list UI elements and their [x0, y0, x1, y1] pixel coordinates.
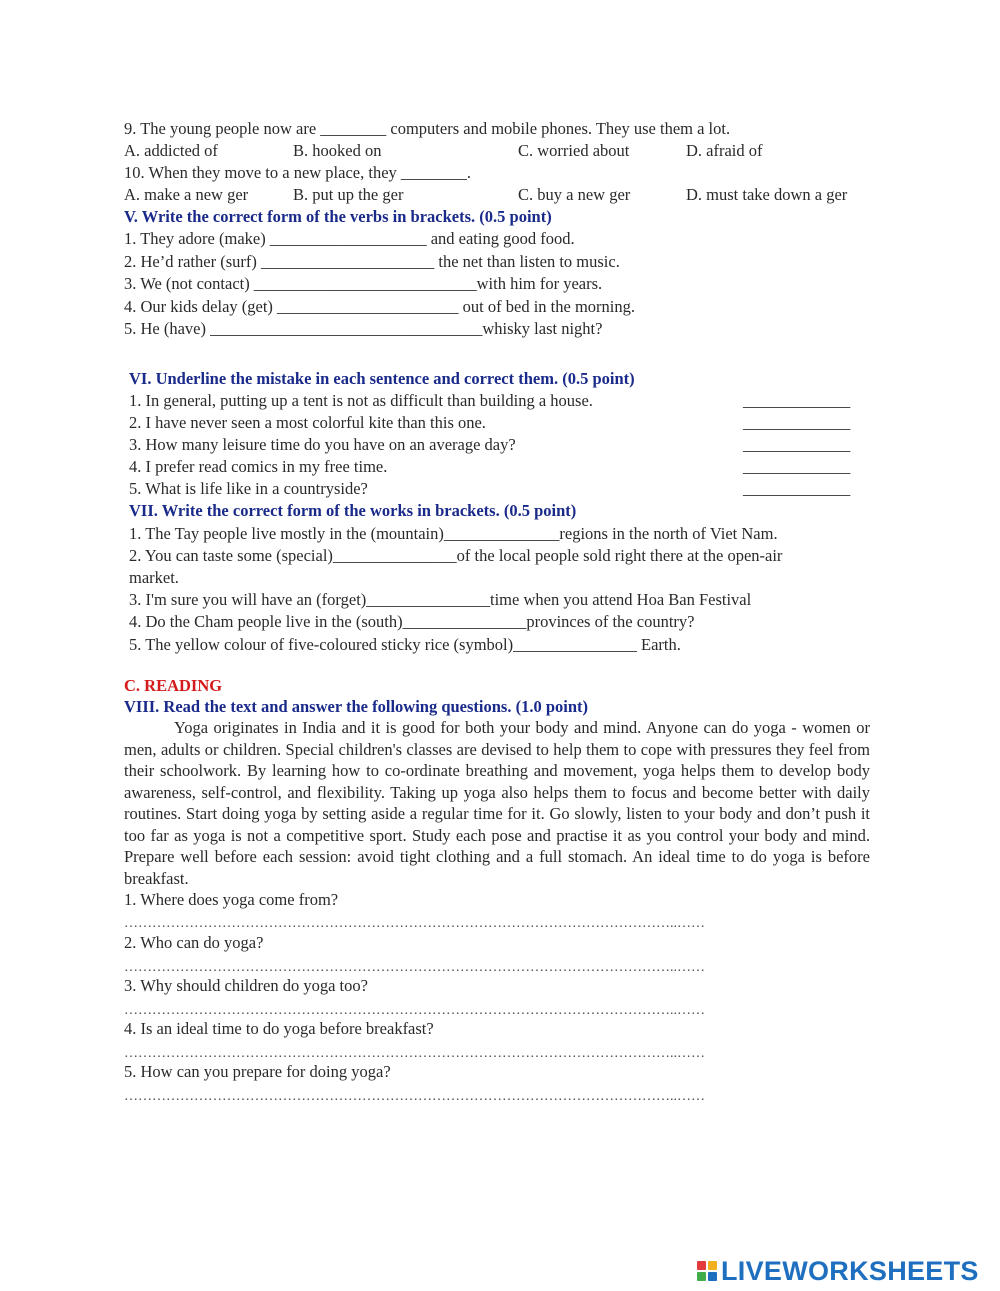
section-7-item[interactable]: 5. The yellow colour of five-coloured sticky rice (symbol)_______________ Earth. [129, 635, 681, 654]
section-6-answer-blank[interactable]: _____________ [743, 479, 851, 498]
section-7-item[interactable]: 2. You can taste some (special)_______________of the local people sold right there at the open-air [129, 546, 783, 565]
question-10-stem: 10. When they move to a new place, they ________. [124, 163, 472, 182]
reading-question: 1. Where does yoga come from? [124, 890, 339, 909]
reading-question: 3. Why should children do yoga too? [124, 976, 368, 995]
section-7-heading: VII. Write the correct form of the works in brackets. (0.5 point) [129, 501, 577, 520]
section-6-answer-blank[interactable]: _____________ [743, 413, 851, 432]
section-5-heading: V. Write the correct form of the verbs in brackets. (0.5 point) [124, 207, 552, 226]
reading-passage [124, 717, 870, 889]
liveworksheets-logo-text: LIVEWORKSHEETS [721, 1255, 979, 1286]
section-7-item-continuation: market. [129, 568, 179, 587]
section-5-item[interactable]: 5. He (have) _________________________________whisky last night? [124, 319, 603, 338]
liveworksheets-logo-icon [697, 1261, 717, 1281]
reading-passage-text: Yoga originates in India and it is good for both your body and mind. Anyone can do yoga - women or men, adults or children. Special children's classes are devised to help them to cope with pressures they feel from their schoolwork. By learning how to co-ordinate breathing and movement, yoga helps them to develop body awareness, self-control, and flexibility. Taking up yoga also helps them to focus and become better with daily routines. Start doing yoga by setting aside a regular time for it. Go slowly, listen to your body and don’t push it too far as yoga is not a competitive sport. Study each pose and practise it as you control your body and mind. Prepare well before each session: avoid tight clothing and a full stomach. An ideal time to do yoga is before breakfast. [124, 718, 870, 888]
section-8-heading: VIII. Read the text and answer the following questions. (1.0 point) [124, 697, 589, 716]
section-6-answer-blank[interactable]: _____________ [743, 457, 851, 476]
section-6-item: 2. I have never seen a most colorful kite than this one. [129, 413, 486, 432]
answer-line[interactable]: ………………………………………………………………………………………………………..…… [124, 1004, 705, 1018]
question-9-option-c[interactable]: C. worried about [518, 141, 630, 160]
answer-line[interactable]: ………………………………………………………………………………………………………..…… [124, 1047, 705, 1061]
section-6-item: 1. In general, putting up a tent is not as difficult than building a house. [129, 391, 593, 410]
liveworksheets-logo [697, 1255, 979, 1286]
question-9-option-b[interactable]: B. hooked on [293, 141, 382, 160]
question-9-stem: 9. The young people now are ________ computers and mobile phones. They use them a lot. [124, 119, 731, 138]
question-10-option-d[interactable]: D. must take down a ger [686, 185, 848, 204]
answer-line[interactable]: ………………………………………………………………………………………………………..…… [124, 961, 705, 975]
section-6-answer-blank[interactable]: _____________ [743, 391, 851, 410]
section-6-item: 3. How many leisure time do you have on an average day? [129, 435, 516, 454]
reading-question: 2. Who can do yoga? [124, 933, 264, 952]
question-9-option-d[interactable]: D. afraid of [686, 141, 763, 160]
section-7-item[interactable]: 1. The Tay people live mostly in the (mountain)______________regions in the north of Viet Nam. [129, 524, 778, 543]
section-7-item[interactable]: 4. Do the Cham people live in the (south)_______________provinces of the country? [129, 612, 695, 631]
reading-question: 5. How can you prepare for doing yoga? [124, 1062, 391, 1081]
question-10-option-b[interactable]: B. put up the ger [293, 185, 404, 204]
section-6-answer-blank[interactable]: _____________ [743, 435, 851, 454]
question-9-option-a[interactable]: A. addicted of [124, 141, 218, 160]
section-5-item[interactable]: 3. We (not contact) ___________________________with him for years. [124, 274, 603, 293]
section-5-item[interactable]: 4. Our kids delay (get) ______________________ out of bed in the morning. [124, 297, 635, 316]
section-5-item[interactable]: 2. He’d rather (surf) _____________________ the net than listen to music. [124, 252, 620, 271]
section-6-item: 4. I prefer read comics in my free time. [129, 457, 388, 476]
question-10-option-c[interactable]: C. buy a new ger [518, 185, 631, 204]
reading-question: 4. Is an ideal time to do yoga before breakfast? [124, 1019, 434, 1038]
section-6-item: 5. What is life like in a countryside? [129, 479, 368, 498]
question-10-option-a[interactable]: A. make a new ger [124, 185, 249, 204]
answer-line[interactable]: ………………………………………………………………………………………………………..…… [124, 1090, 705, 1104]
section-5-item[interactable]: 1. They adore (make) ___________________ and eating good food. [124, 229, 575, 248]
answer-line[interactable]: ………………………………………………………………………………………………………..…… [124, 917, 705, 931]
section-7-item[interactable]: 3. I'm sure you will have an (forget)_______________time when you attend Hoa Ban Festival [129, 590, 752, 609]
reading-section-label: C. READING [124, 676, 223, 695]
section-6-heading: VI. Underline the mistake in each sentence and correct them. (0.5 point) [129, 369, 635, 388]
